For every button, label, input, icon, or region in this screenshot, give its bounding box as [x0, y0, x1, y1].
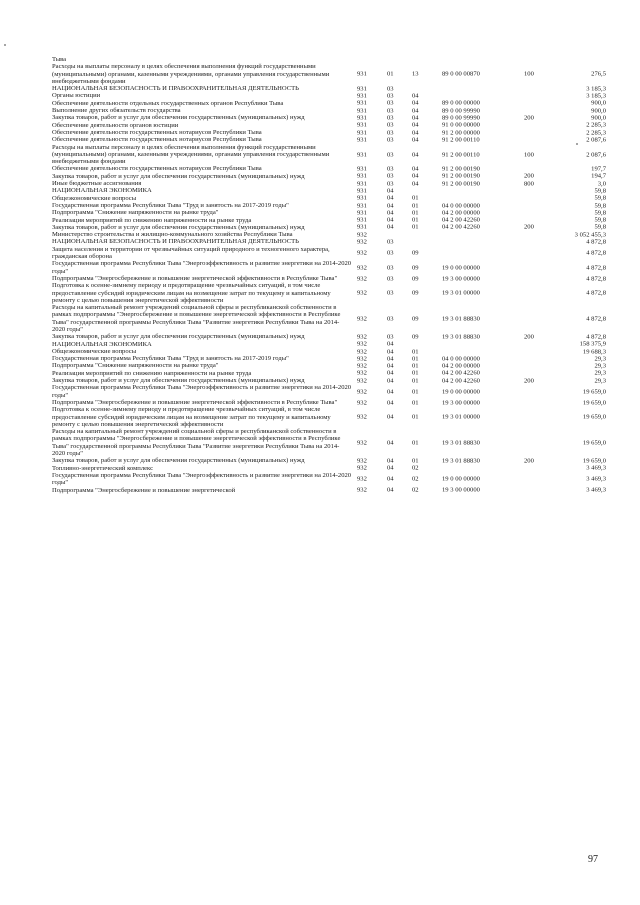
row-sum: 900,0	[591, 107, 606, 115]
row-sum: 19 659,0	[582, 439, 606, 447]
row-ved: 931	[357, 180, 367, 188]
row-sum: 900,0	[591, 99, 606, 107]
table-row	[52, 180, 608, 187]
table-row	[52, 465, 608, 472]
row-name: Органы юстиции	[52, 92, 101, 100]
row-ved: 932	[357, 355, 367, 363]
row-name: Закупка товаров, работ и услуг для обеспечения государственных (муниципальных) нужд	[52, 223, 305, 231]
row-ved: 932	[357, 274, 367, 282]
row-sum: 197,7	[591, 165, 606, 173]
table-row	[52, 428, 608, 457]
row-csr: 89 0 00 00870	[442, 70, 480, 78]
row-sum: 2 285,3	[586, 128, 606, 136]
row-csr: 04 0 00 00000	[442, 355, 480, 363]
row-csr: 19 3 00 00000	[442, 486, 480, 494]
row-name: Подпрограмма "Энергосбережение и повышение энергетической эффективности в Республике Тыва"	[52, 398, 338, 406]
row-vr: 200	[524, 457, 534, 465]
row-sum: 29,3	[594, 362, 606, 370]
row-ved: 931	[357, 194, 367, 202]
row-name: Реализация мероприятий по снижению напряженности на рынке труда	[52, 216, 252, 224]
table-row	[52, 238, 608, 245]
row-rz: 04	[387, 377, 394, 385]
row-ved: 932	[357, 333, 367, 341]
table-row	[52, 246, 608, 261]
row-ved: 932	[357, 388, 367, 396]
row-rz: 04	[387, 457, 394, 465]
row-csr: 19 3 01 88830	[442, 439, 480, 447]
row-name: Обеспечение деятельности отдельных государственных органов Республики Тыва	[52, 99, 284, 107]
row-rz: 04	[387, 209, 394, 217]
row-ved: 932	[357, 457, 367, 465]
row-rz: 04	[387, 347, 394, 355]
row-ved: 931	[357, 114, 367, 122]
row-ved: 932	[357, 398, 367, 406]
row-vr: 100	[524, 150, 534, 158]
row-sum: 19 688,3	[582, 347, 606, 355]
row-csr: 89 0 00 99990	[442, 107, 480, 115]
row-csr: 91 2 00 00110	[442, 136, 480, 144]
row-ved: 931	[357, 107, 367, 115]
table-row	[52, 85, 608, 92]
row-pr: 01	[412, 413, 419, 421]
row-ved: 932	[357, 362, 367, 370]
page-number: 97	[588, 854, 598, 865]
row-csr: 04 2 00 42260	[442, 223, 480, 231]
row-ved: 931	[357, 165, 367, 173]
row-ved: 932	[357, 464, 367, 472]
row-pr: 04	[412, 121, 419, 129]
row-ved: 931	[357, 85, 367, 93]
row-sum: 3 185,3	[586, 92, 606, 100]
row-name: Обеспечение деятельности государственных нотариусов Республики Тыва	[52, 136, 262, 144]
row-name: НАЦИОНАЛЬНАЯ БЕЗОПАСНОСТЬ И ПРАВООХРАНИТЕЛЬНАЯ ДЕЯТЕЛЬНОСТЬ	[52, 238, 299, 246]
row-rz: 03	[387, 92, 394, 100]
row-pr: 04	[412, 114, 419, 122]
table-row	[52, 472, 608, 487]
row-rz: 03	[387, 165, 394, 173]
row-name: Обеспечение деятельности государственных нотариусов Республики Тыва	[52, 165, 262, 173]
row-sum: 4 872,8	[586, 315, 606, 323]
row-name: Закупка товаров, работ и услуг для обеспечения государственных (муниципальных) нужд	[52, 114, 305, 122]
row-name: Топливно-энергетический комплекс	[52, 464, 154, 472]
row-pr: 09	[412, 289, 419, 297]
row-ved: 932	[357, 475, 367, 483]
row-name: НАЦИОНАЛЬНАЯ ЭКОНОМИКА	[52, 340, 152, 348]
row-rz: 03	[387, 85, 394, 93]
row-rz: 03	[387, 274, 394, 282]
table-row	[52, 129, 608, 136]
table-row	[52, 202, 608, 209]
table-row	[52, 195, 608, 202]
table-row	[52, 275, 608, 282]
row-pr: 01	[412, 355, 419, 363]
row-name: НАЦИОНАЛЬНАЯ ЭКОНОМИКА	[52, 187, 152, 195]
table-row	[52, 231, 608, 238]
table-row	[52, 399, 608, 406]
row-sum: 4 872,8	[586, 274, 606, 282]
row-csr: 04 2 00 00000	[442, 362, 480, 370]
table-row	[52, 304, 608, 333]
row-rz: 03	[387, 121, 394, 129]
row-ved: 932	[357, 413, 367, 421]
row-ved: 932	[357, 439, 367, 447]
table-row	[52, 333, 608, 340]
row-rz: 04	[387, 398, 394, 406]
row-rz: 04	[387, 388, 394, 396]
row-sum: 19 659,0	[582, 457, 606, 465]
row-rz: 04	[387, 475, 394, 483]
row-sum: 4 872,8	[586, 289, 606, 297]
row-pr: 01	[412, 209, 419, 217]
row-sum: 276,5	[591, 70, 606, 78]
row-name: Министерство строительства и жилищно-коммунального хозяйства Республики Тыва	[52, 231, 293, 239]
row-rz: 04	[387, 439, 394, 447]
row-ved: 932	[357, 377, 367, 385]
row-name: Подпрограмма "Снижение напряженности на рынке труда"	[52, 362, 219, 370]
table-row	[52, 341, 608, 348]
row-rz: 03	[387, 180, 394, 188]
row-ved: 932	[357, 486, 367, 494]
table-row	[52, 92, 608, 99]
row-rz: 04	[387, 223, 394, 231]
row-ved: 932	[357, 249, 367, 257]
row-name: Обеспечение деятельности органов юстиции	[52, 121, 179, 129]
table-row	[52, 56, 608, 63]
row-rz: 04	[387, 355, 394, 363]
row-name: Закупка товаров, работ и услуг для обеспечения государственных (муниципальных) нужд	[52, 172, 305, 180]
row-pr: 04	[412, 136, 419, 144]
row-pr: 01	[412, 377, 419, 385]
row-sum: 4 872,8	[586, 263, 606, 271]
row-sum: 59,8	[594, 194, 606, 202]
row-rz: 03	[387, 150, 394, 158]
row-sum: 59,8	[594, 223, 606, 231]
row-ved: 932	[357, 238, 367, 246]
row-name: Иные бюджетные ассигнования	[52, 180, 142, 188]
row-rz: 03	[387, 263, 394, 271]
row-pr: 01	[412, 457, 419, 465]
row-rz: 04	[387, 216, 394, 224]
row-csr: 89 0 00 99990	[442, 114, 480, 122]
row-name: Государственная программа Республики Тыва "Энергоэффективность и развитие энергетики на 2014-2020 годы"	[52, 260, 352, 275]
row-name: Государственная программа Республики Тыва "Труд и занятость на 2017-2019 годы"	[52, 355, 289, 363]
row-sum: 3 052 455,3	[574, 231, 606, 239]
row-csr: 89 0 00 00000	[442, 99, 480, 107]
row-vr: 200	[524, 377, 534, 385]
row-csr: 04 0 00 00000	[442, 201, 480, 209]
row-sum: 4 872,8	[586, 249, 606, 257]
row-name: Подготовка к осенне-зимнему периоду и предотвращение чрезвычайных ситуаций, в том числе предоставление субсидий юридическим лицам на возмещение затрат по текущему и капитальному ремонту с целью повышения энергетической эффективности	[52, 282, 331, 304]
row-sum: 3 469,3	[586, 486, 606, 494]
row-csr: 04 2 00 42260	[442, 369, 480, 377]
row-rz: 03	[387, 107, 394, 115]
row-ved: 931	[357, 209, 367, 217]
row-sum: 4 872,8	[586, 333, 606, 341]
row-ved: 931	[357, 201, 367, 209]
row-rz: 03	[387, 128, 394, 136]
table-row	[52, 384, 608, 399]
table-row	[52, 362, 608, 369]
table-row	[52, 406, 608, 428]
table-row	[52, 377, 608, 384]
row-csr: 91 2 00 00190	[442, 172, 480, 180]
budget-table	[52, 56, 608, 494]
row-sum: 4 872,8	[586, 238, 606, 246]
row-rz: 04	[387, 201, 394, 209]
row-csr: 19 0 00 00000	[442, 475, 480, 483]
row-name: Подготовка к осенне-зимнему периоду и предотвращение чрезвычайных ситуаций, в том числе предоставление субсидий юридическим лицам на возмещение затрат по текущему и капитальному ремонту с целью повышения энергетической эффективности	[52, 406, 331, 428]
row-rz: 04	[387, 486, 394, 494]
row-ved: 932	[357, 340, 367, 348]
row-pr: 04	[412, 99, 419, 107]
row-rz: 04	[387, 362, 394, 370]
row-pr: 04	[412, 150, 419, 158]
row-pr: 01	[412, 201, 419, 209]
row-rz: 04	[387, 413, 394, 421]
scan-speck	[4, 44, 6, 46]
row-name: Общеэкономические вопросы	[52, 194, 137, 202]
row-pr: 13	[412, 70, 419, 78]
row-rz: 03	[387, 136, 394, 144]
row-pr: 02	[412, 486, 419, 494]
row-pr: 01	[412, 439, 419, 447]
row-rz: 03	[387, 238, 394, 246]
row-sum: 19 659,0	[582, 413, 606, 421]
table-row	[52, 136, 608, 143]
row-csr: 91 2 00 00190	[442, 180, 480, 188]
table-row	[52, 355, 608, 362]
row-name: Государственная программа Республики Тыва "Энергоэффективность и развитие энергетики на 2014-2020 годы"	[52, 471, 352, 487]
row-name: Подпрограмма "Энергосбережение и повышение энергетической	[52, 486, 236, 494]
table-row	[52, 260, 608, 275]
row-pr: 01	[412, 362, 419, 370]
row-name: Тыва	[52, 56, 67, 63]
row-sum: 3 185,3	[586, 85, 606, 93]
row-name: Общеэкономические вопросы	[52, 347, 137, 355]
row-sum: 29,3	[594, 369, 606, 377]
row-pr: 01	[412, 388, 419, 396]
row-ved: 931	[357, 70, 367, 78]
table-row	[52, 348, 608, 355]
scan-speck	[576, 143, 578, 145]
row-sum: 900,0	[591, 114, 606, 122]
row-csr: 19 3 01 00000	[442, 289, 480, 297]
table-row	[52, 187, 608, 194]
row-vr: 100	[524, 70, 534, 78]
row-sum: 158 375,9	[579, 340, 606, 348]
row-csr: 04 2 00 00000	[442, 209, 480, 217]
row-ved: 932	[357, 347, 367, 355]
row-ved: 931	[357, 150, 367, 158]
table-row	[52, 114, 608, 121]
row-vr: 800	[524, 180, 534, 188]
row-ved: 931	[357, 216, 367, 224]
row-name: Расходы на капитальный ремонт учреждений социальной сферы и республиканской собственности в рамках подпрограммы "Энергосбережение и повышение энергетической эффективности в Республике Тыва" государственной программы Республики Тыва "Развитие энергетики Республики Тыва на 2014-2020 годы"	[52, 428, 341, 458]
row-pr: 01	[412, 216, 419, 224]
row-pr: 04	[412, 172, 419, 180]
row-ved: 931	[357, 136, 367, 144]
row-ved: 931	[357, 121, 367, 129]
row-rz: 03	[387, 99, 394, 107]
row-ved: 932	[357, 369, 367, 377]
row-csr: 19 3 01 88830	[442, 315, 480, 323]
row-ved: 932	[357, 289, 367, 297]
row-pr: 01	[412, 194, 419, 202]
row-sum: 29,3	[594, 377, 606, 385]
table-row	[52, 487, 608, 494]
row-sum: 2 087,6	[586, 150, 606, 158]
row-rz: 03	[387, 289, 394, 297]
row-csr: 91 2 00 00110	[442, 150, 480, 158]
row-pr: 02	[412, 464, 419, 472]
row-rz: 03	[387, 172, 394, 180]
row-sum: 59,8	[594, 209, 606, 217]
row-pr: 09	[412, 249, 419, 257]
row-csr: 91 0 00 00000	[442, 121, 480, 129]
row-name: Реализация мероприятий по снижению напряженности на рынке труда	[52, 369, 252, 377]
row-pr: 02	[412, 475, 419, 483]
row-sum: 194,7	[591, 172, 606, 180]
row-rz: 04	[387, 340, 394, 348]
row-pr: 04	[412, 107, 419, 115]
row-pr: 01	[412, 223, 419, 231]
row-name: Государственная программа Республики Тыва "Энергоэффективность и развитие энергетики на 2014-2020 годы"	[52, 384, 352, 399]
row-sum: 59,8	[594, 216, 606, 224]
row-ved: 931	[357, 223, 367, 231]
row-pr: 04	[412, 92, 419, 100]
row-rz: 04	[387, 187, 394, 195]
row-name: Закупка товаров, работ и услуг для обеспечения государственных (муниципальных) нужд	[52, 457, 305, 465]
row-sum: 19 659,0	[582, 398, 606, 406]
table-row	[52, 370, 608, 377]
row-sum: 29,3	[594, 355, 606, 363]
row-vr: 200	[524, 223, 534, 231]
row-name: Закупка товаров, работ и услуг для обеспечения государственных (муниципальных) нужд	[52, 377, 305, 385]
row-vr: 200	[524, 333, 534, 341]
row-name: Государственная программа Республики Тыва "Труд и занятость на 2017-2019 годы"	[52, 201, 289, 209]
row-ved: 932	[357, 315, 367, 323]
table-row	[52, 282, 608, 304]
row-pr: 01	[412, 398, 419, 406]
row-pr: 01	[412, 347, 419, 355]
row-sum: 3 469,3	[586, 475, 606, 483]
table-row	[52, 173, 608, 180]
row-sum: 19 659,0	[582, 388, 606, 396]
row-pr: 09	[412, 274, 419, 282]
row-csr: 19 0 00 00000	[442, 388, 480, 396]
row-vr: 200	[524, 114, 534, 122]
row-name: Обеспечение деятельности государственных нотариусов Республики Тыва	[52, 128, 262, 136]
table-row	[52, 107, 608, 114]
row-csr: 19 0 00 00000	[442, 263, 480, 271]
row-name: Расходы на выплаты персоналу в целях обеспечения выполнения функций государственными (муниципальными) органами, казенными учреждениями, органами управления государственными внебюджетными фондами	[52, 63, 330, 85]
row-csr: 91 2 00 00000	[442, 128, 480, 136]
row-sum: 3 469,3	[586, 464, 606, 472]
table-row	[52, 457, 608, 464]
row-csr: 19 3 01 88830	[442, 457, 480, 465]
table-row	[52, 122, 608, 129]
table-row	[52, 63, 608, 85]
row-ved: 931	[357, 128, 367, 136]
row-name: Подпрограмма "Снижение напряженности на рынке труда"	[52, 209, 219, 217]
row-csr: 91 2 00 00190	[442, 165, 480, 173]
table-row	[52, 224, 608, 231]
row-rz: 04	[387, 369, 394, 377]
row-pr: 04	[412, 128, 419, 136]
row-csr: 19 3 00 00000	[442, 274, 480, 282]
row-csr: 19 3 00 00000	[442, 398, 480, 406]
row-ved: 931	[357, 172, 367, 180]
row-name: Закупка товаров, работ и услуг для обеспечения государственных (муниципальных) нужд	[52, 333, 305, 341]
row-ved: 931	[357, 187, 367, 195]
row-sum: 3,0	[597, 180, 606, 188]
row-ved: 932	[357, 231, 367, 239]
row-rz: 03	[387, 315, 394, 323]
table-row	[52, 217, 608, 224]
row-rz: 03	[387, 333, 394, 341]
table-row	[52, 209, 608, 216]
row-pr: 09	[412, 263, 419, 271]
row-name: Расходы на выплаты персоналу в целях обеспечения выполнения функций государственными (муниципальными) органами, казенными учреждениями, органами управления государственными внебюджетными фондами	[52, 143, 330, 166]
row-vr: 200	[524, 172, 534, 180]
row-pr: 01	[412, 369, 419, 377]
row-sum: 59,8	[594, 201, 606, 209]
row-name: Выполнение других обязательств государства	[52, 107, 181, 115]
row-name: Подпрограмма "Энергосбережение и повышение энергетической эффективности в Республике Тыва"	[52, 274, 338, 282]
row-csr: 04 2 00 42260	[442, 216, 480, 224]
row-rz: 04	[387, 464, 394, 472]
row-csr: 19 3 01 00000	[442, 413, 480, 421]
row-name: Расходы на капитальный ремонт учреждений социальной сферы и республиканской собственности в рамках подпрограммы "Энергосбережение и повышение энергетической эффективности в Республике Тыва" государственной программы Республики Тыва "Развитие энергетики Республики Тыва на 2014-2020 годы"	[52, 304, 341, 333]
row-sum: 2 087,6	[586, 136, 606, 144]
row-rz: 03	[387, 114, 394, 122]
table-row	[52, 100, 608, 107]
row-pr: 04	[412, 180, 419, 188]
row-pr: 09	[412, 315, 419, 323]
row-rz: 03	[387, 249, 394, 257]
row-ved: 932	[357, 263, 367, 271]
row-rz: 04	[387, 194, 394, 202]
row-ved: 931	[357, 99, 367, 107]
row-csr: 04 2 00 42260	[442, 377, 480, 385]
row-name: Защита населения и территории от чрезвычайных ситуаций природного и техногенного характера, гражданская оборона	[52, 245, 330, 261]
row-ved: 931	[357, 92, 367, 100]
table-row	[52, 144, 608, 166]
row-sum: 59,8	[594, 187, 606, 195]
row-pr: 04	[412, 165, 419, 173]
row-pr: 09	[412, 333, 419, 341]
row-csr: 19 3 01 88830	[442, 333, 480, 341]
row-rz: 01	[387, 70, 394, 78]
row-sum: 2 285,3	[586, 121, 606, 129]
row-name: НАЦИОНАЛЬНАЯ БЕЗОПАСНОСТЬ И ПРАВООХРАНИТЕЛЬНАЯ ДЕЯТЕЛЬНОСТЬ	[52, 85, 299, 93]
table-row	[52, 165, 608, 172]
